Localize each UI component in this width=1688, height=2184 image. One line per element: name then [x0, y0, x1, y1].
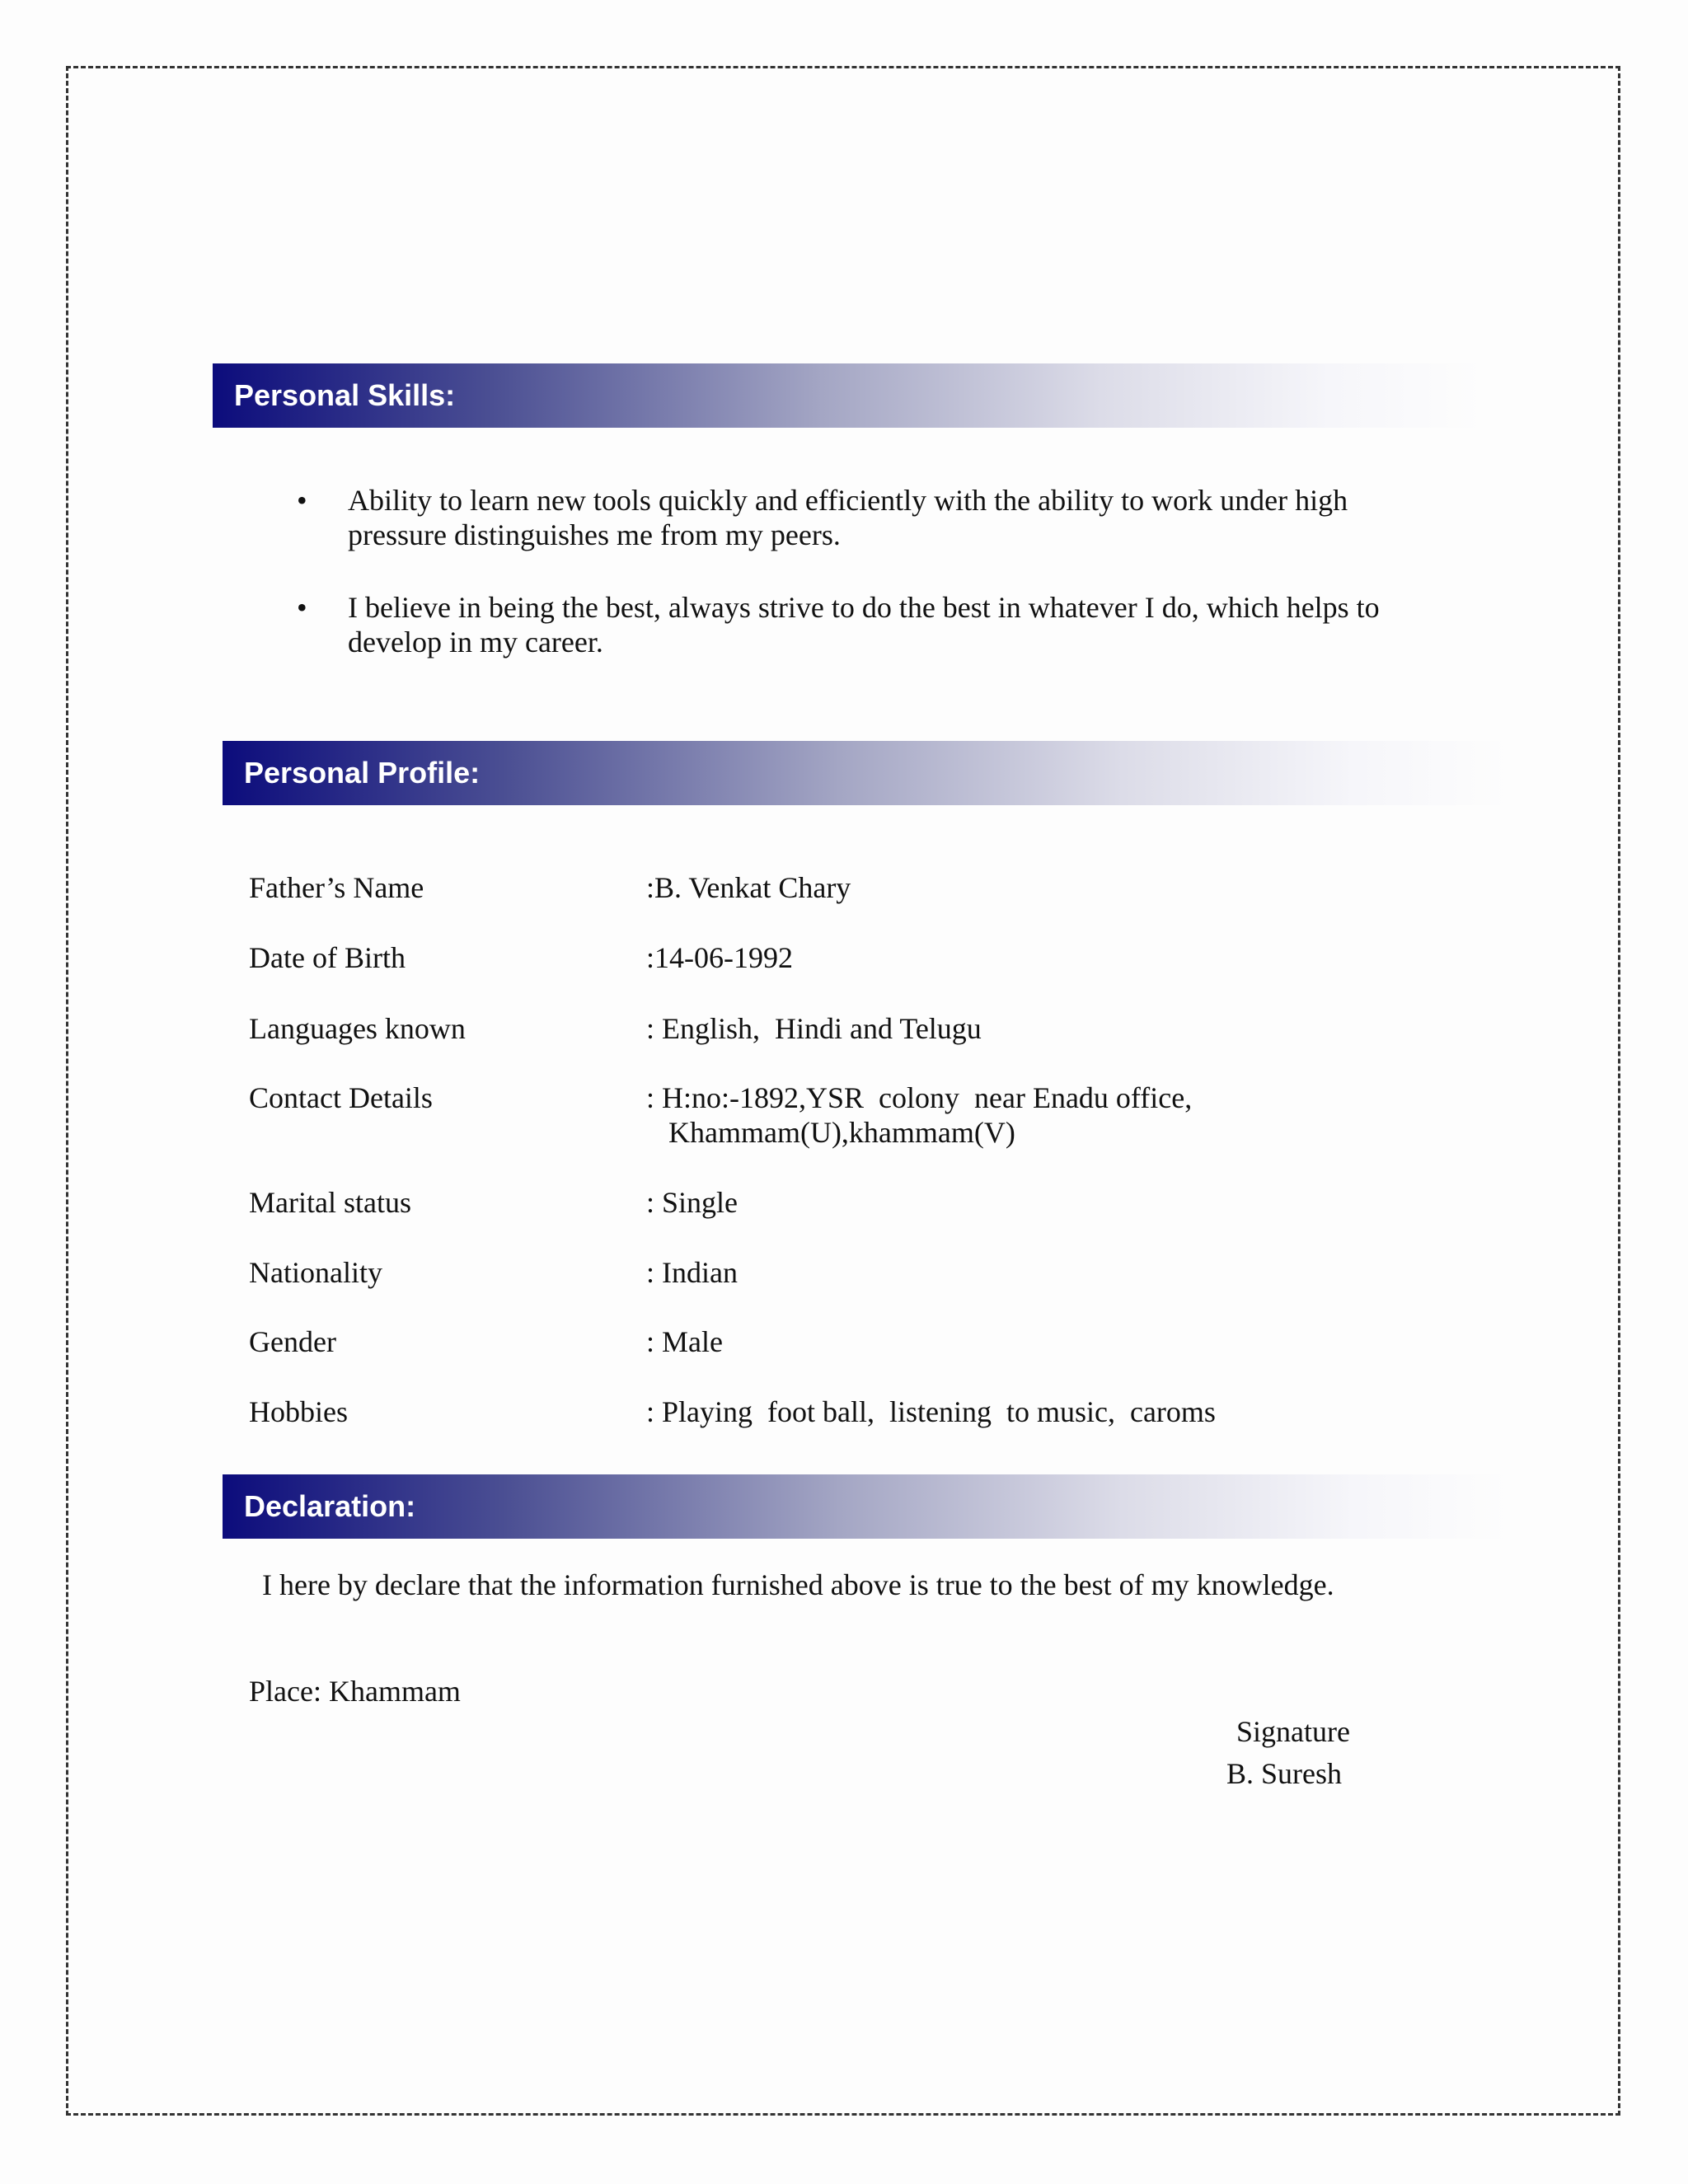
declaration-text: I here by declare that the information furnished above is true to the best of my knowledge.: [262, 1568, 1334, 1601]
bullet-icon: •: [297, 484, 307, 517]
personal-skills-header: [213, 363, 1482, 428]
signature-label: Signature: [1236, 1715, 1350, 1748]
profile-value: : Indian: [646, 1256, 738, 1289]
profile-value: : Male: [646, 1325, 723, 1358]
profile-value: : H:no:-1892,YSR colony near Enadu office, Khammam(U),khammam(V): [646, 1081, 1193, 1149]
profile-value: :B. Venkat Chary: [646, 871, 851, 904]
profile-value: : Playing foot ball, listening to music, caroms: [646, 1395, 1216, 1428]
list-item: [297, 483, 1434, 552]
profile-label: Nationality: [249, 1256, 382, 1289]
personal-profile-header: [223, 741, 1508, 805]
profile-label: Father’s Name: [249, 871, 424, 904]
profile-value: : English, Hindi and Telugu: [646, 1012, 982, 1045]
skill-text: I believe in being the best, always strive to do the best in whatever I do, which helps to develop in my career.: [348, 591, 1380, 658]
skill-text: Ability to learn new tools quickly and efficiently with the ability to work under high pressure distinguishes me from my peers.: [348, 484, 1348, 551]
profile-label: Marital status: [249, 1186, 411, 1219]
profile-label: Languages known: [249, 1012, 466, 1045]
profile-label: Date of Birth: [249, 941, 406, 974]
bullet-icon: •: [297, 591, 307, 624]
personal-skills-title: Personal Skills:: [234, 378, 456, 412]
profile-label: Gender: [249, 1325, 336, 1358]
profile-label: Contact Details: [249, 1081, 433, 1114]
profile-value: :14-06-1992: [646, 941, 793, 974]
profile-value: : Single: [646, 1186, 738, 1219]
place-text: Place: Khammam: [249, 1675, 461, 1708]
signature-name: B. Suresh: [1226, 1757, 1343, 1790]
profile-label: Hobbies: [249, 1395, 348, 1428]
declaration-header: [223, 1474, 1508, 1539]
skills-list: [297, 483, 1434, 697]
personal-profile-title: Personal Profile:: [244, 756, 481, 790]
declaration-title: Declaration:: [244, 1489, 416, 1523]
list-item: [297, 590, 1434, 659]
